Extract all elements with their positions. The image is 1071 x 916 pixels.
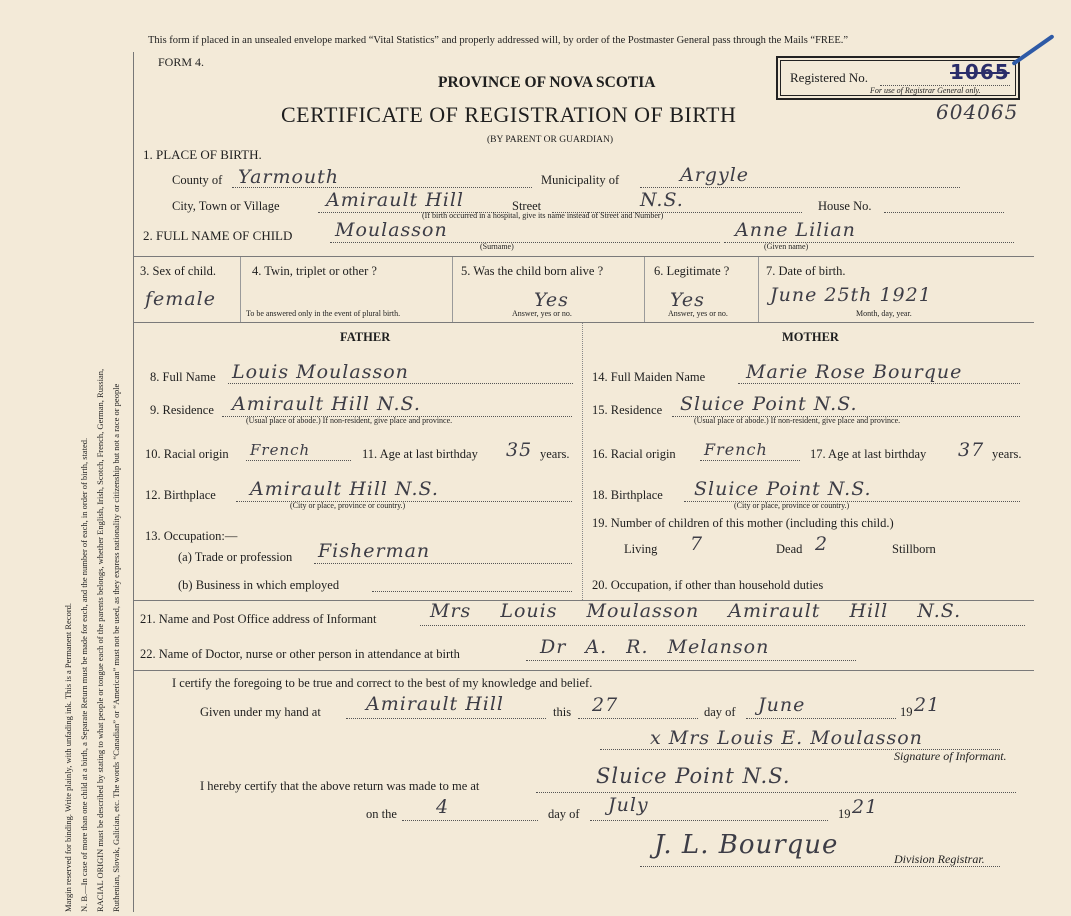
doctor-line	[526, 660, 856, 661]
living-count: 7	[690, 533, 704, 555]
given-under-hand-label: Given under my hand at	[200, 705, 321, 719]
born-alive-value: Yes	[534, 289, 569, 311]
province-heading: PROVINCE OF NOVA SCOTIA	[438, 74, 656, 91]
given-caption: (Given name)	[764, 242, 809, 251]
house-number-label: House No.	[818, 199, 872, 213]
given-year: 21	[914, 694, 941, 716]
divider-a	[240, 257, 241, 322]
mother-age-label: 17. Age at last birthday	[810, 447, 927, 461]
municipality-line	[640, 187, 960, 188]
return-month-line	[590, 820, 828, 821]
mother-birthplace: Sluice Point N.S.	[694, 478, 872, 500]
born-alive-note: Answer, yes or no.	[512, 309, 572, 318]
year-prefix: 19	[900, 705, 913, 719]
mother-occupation-label: 20. Occupation, if other than household duties	[592, 578, 824, 592]
certificate-title: CERTIFICATE OF REGISTRATION OF BIRTH	[281, 102, 737, 127]
left-border	[133, 52, 134, 912]
child-given-name: Anne Lilian	[735, 219, 856, 241]
doctor-label: 22. Name of Doctor, nurse or other person in attendance at birth	[140, 647, 460, 661]
trade-line	[314, 563, 572, 564]
month-line	[746, 718, 896, 719]
date-of-birth-label: 7. Date of birth.	[766, 264, 846, 278]
margin-line-3: RACIAL ORIGIN must be described by stating to what people or tongue each of the parents belongs, whether English, Irish, Scotch, French, German, Russian,	[95, 368, 105, 912]
father-residence-label: 9. Residence	[150, 403, 214, 417]
on-the-label: on the	[366, 807, 397, 821]
born-alive-label: 5. Was the child born alive ?	[461, 264, 604, 278]
father-birthplace-note: (City or place, province or country.)	[290, 501, 406, 510]
county-value: Yarmouth	[238, 166, 340, 188]
father-years: years.	[540, 447, 570, 461]
county-label: County of	[172, 173, 223, 187]
legitimate-note: Answer, yes or no.	[668, 309, 728, 318]
legitimate-value: Yes	[670, 289, 705, 311]
father-birthplace-label: 12. Birthplace	[145, 488, 216, 502]
file-number: 604065	[936, 100, 1019, 124]
children-count-label: 19. Number of children of this mother (including this child.)	[592, 516, 894, 530]
mother-residence-note: (Usual place of abode.) If non-resident, give place and province.	[694, 416, 901, 425]
village-value: Amirault Hill	[326, 189, 465, 211]
municipality-value: Argyle	[680, 164, 750, 186]
registered-number: 1065	[950, 60, 1010, 84]
business-label: (b) Business in which employed	[178, 578, 340, 592]
surname-caption: (Surname)	[480, 242, 514, 251]
margin-line-2: N. B.—In case of more than one child at a birth, a Separate Return must be made for each, and the number of each, in order of birth, stated.	[79, 437, 89, 912]
father-residence: Amirault Hill N.S.	[232, 393, 421, 415]
return-month: July	[608, 794, 649, 816]
hospital-note: (If birth occurred in a hospital, give its name instead of Street and Number)	[422, 211, 664, 220]
informant-line	[420, 625, 1025, 626]
certify-statement: I certify the foregoing to be true and correct to the best of my knowledge and belief.	[172, 676, 593, 690]
informant-signature: x Mrs Louis E. Moulasson	[650, 727, 923, 749]
father-age: 35	[506, 439, 533, 461]
father-racial-label: 10. Racial origin	[145, 447, 229, 461]
stillborn-label: Stillborn	[892, 542, 936, 556]
mother-racial-line	[700, 460, 800, 461]
mother-birthplace-note: (City or place, province or country.)	[734, 501, 850, 510]
dead-count: 2	[815, 533, 829, 555]
father-residence-note: (Usual place of abode.) If non-resident, give place and province.	[246, 416, 453, 425]
place-of-birth-label: 1. PLACE OF BIRTH.	[143, 147, 262, 162]
house-line	[884, 212, 1004, 213]
father-racial: French	[250, 441, 311, 459]
legitimate-label: 6. Legitimate ?	[654, 264, 730, 278]
street-value: N.S.	[640, 189, 684, 211]
divider-b	[452, 257, 453, 322]
mother-residence: Sluice Point N.S.	[680, 393, 858, 415]
check-mark	[1011, 34, 1054, 66]
dead-label: Dead	[776, 542, 803, 556]
date-note: Month, day, year.	[856, 309, 912, 318]
occupation-label: 13. Occupation:—	[145, 529, 238, 543]
father-name: Louis Moulasson	[232, 361, 409, 383]
father-name-line	[228, 383, 573, 384]
margin-line-1: Margin reserved for binding. Write plainly, with unfading ink. This is a Permanent Record.	[63, 602, 73, 912]
father-birthplace: Amirault Hill N.S.	[250, 478, 439, 500]
given-day: 27	[592, 694, 619, 716]
given-place-line	[346, 718, 546, 719]
trade-label: (a) Trade or profession	[178, 550, 293, 564]
this-label: this	[553, 705, 572, 719]
living-label: Living	[624, 542, 658, 556]
sex-label: 3. Sex of child.	[140, 264, 217, 278]
father-name-label: 8. Full Name	[150, 370, 216, 384]
city-town-village-label: City, Town or Village	[172, 199, 280, 213]
mother-heading: MOTHER	[782, 330, 839, 344]
date-of-birth-value: June 25th 1921	[770, 284, 932, 306]
mother-birthplace-label: 18. Birthplace	[592, 488, 663, 502]
registrar-line	[640, 866, 1000, 867]
return-label: I hereby certify that the above return was made to me at	[200, 779, 480, 793]
mother-name: Marie Rose Bourque	[746, 361, 963, 383]
child-surname: Moulasson	[335, 219, 448, 241]
return-year: 21	[852, 796, 879, 818]
child-name-label: 2. FULL NAME OF CHILD	[143, 228, 293, 243]
surname-line	[330, 242, 720, 243]
mail-notice: This form if placed in an unsealed envelope marked “Vital Statistics” and properly addressed will, by order of the Postmaster General pass through the Mails “FREE.”	[148, 35, 849, 46]
municipality-label: Municipality of	[541, 173, 620, 187]
return-place-line	[536, 792, 1016, 793]
rule-informant	[134, 670, 1034, 671]
twin-note: To be answered only in the event of plural birth.	[246, 309, 401, 318]
day-line	[578, 718, 698, 719]
sex-value: female	[145, 288, 216, 310]
return-place: Sluice Point N.S.	[596, 764, 791, 788]
mother-years: years.	[992, 447, 1022, 461]
mother-racial-label: 16. Racial origin	[592, 447, 676, 461]
given-month: June	[758, 694, 806, 716]
signature-caption: Signature of Informant.	[894, 749, 1007, 763]
father-heading: FATHER	[340, 330, 391, 344]
mother-racial: French	[704, 440, 768, 459]
day-of-label: day of	[704, 705, 736, 719]
registrar-signature: J. L. Bourque	[654, 830, 839, 860]
return-day-of-label: day of	[548, 807, 580, 821]
mother-residence-label: 15. Residence	[592, 403, 663, 417]
margin-line-4: Ruthenian, Slovak, Galician, etc. The words “Canadian” or “American” must not be used, as they express nationality or citizenship but not a race or people	[111, 383, 121, 912]
divider-d	[758, 257, 759, 322]
father-age-label: 11. Age at last birthday	[362, 447, 478, 461]
trade-value: Fisherman	[318, 540, 431, 562]
return-day: 4	[436, 796, 450, 818]
mother-name-line	[738, 383, 1020, 384]
given-place: Amirault Hill	[366, 693, 505, 715]
doctor-value: Dr A. R. Melanson	[540, 636, 770, 658]
registered-label: Registered No.	[790, 70, 868, 85]
mother-age: 37	[958, 439, 985, 461]
father-racial-line	[246, 460, 351, 461]
divider-parents	[582, 323, 583, 600]
informant-value: Mrs Louis Moulasson Amirault Hill N.S.	[430, 600, 962, 622]
rule-details	[134, 322, 1034, 323]
twin-label: 4. Twin, triplet or other ?	[252, 264, 377, 278]
street-label: Street	[512, 199, 542, 213]
informant-label: 21. Name and Post Office address of Informant	[140, 612, 377, 626]
rule-top	[134, 256, 1034, 257]
business-line	[372, 591, 572, 592]
registrar-caption: Division Registrar.	[894, 852, 985, 866]
mother-name-label: 14. Full Maiden Name	[592, 370, 706, 384]
form-number: FORM 4.	[158, 55, 205, 69]
registrar-note: For use of Registrar General only.	[870, 86, 981, 95]
return-day-line	[402, 820, 538, 821]
certificate-subtitle: (BY PARENT OR GUARDIAN)	[487, 135, 614, 145]
return-year-prefix: 19	[838, 807, 851, 821]
divider-c	[644, 257, 645, 322]
